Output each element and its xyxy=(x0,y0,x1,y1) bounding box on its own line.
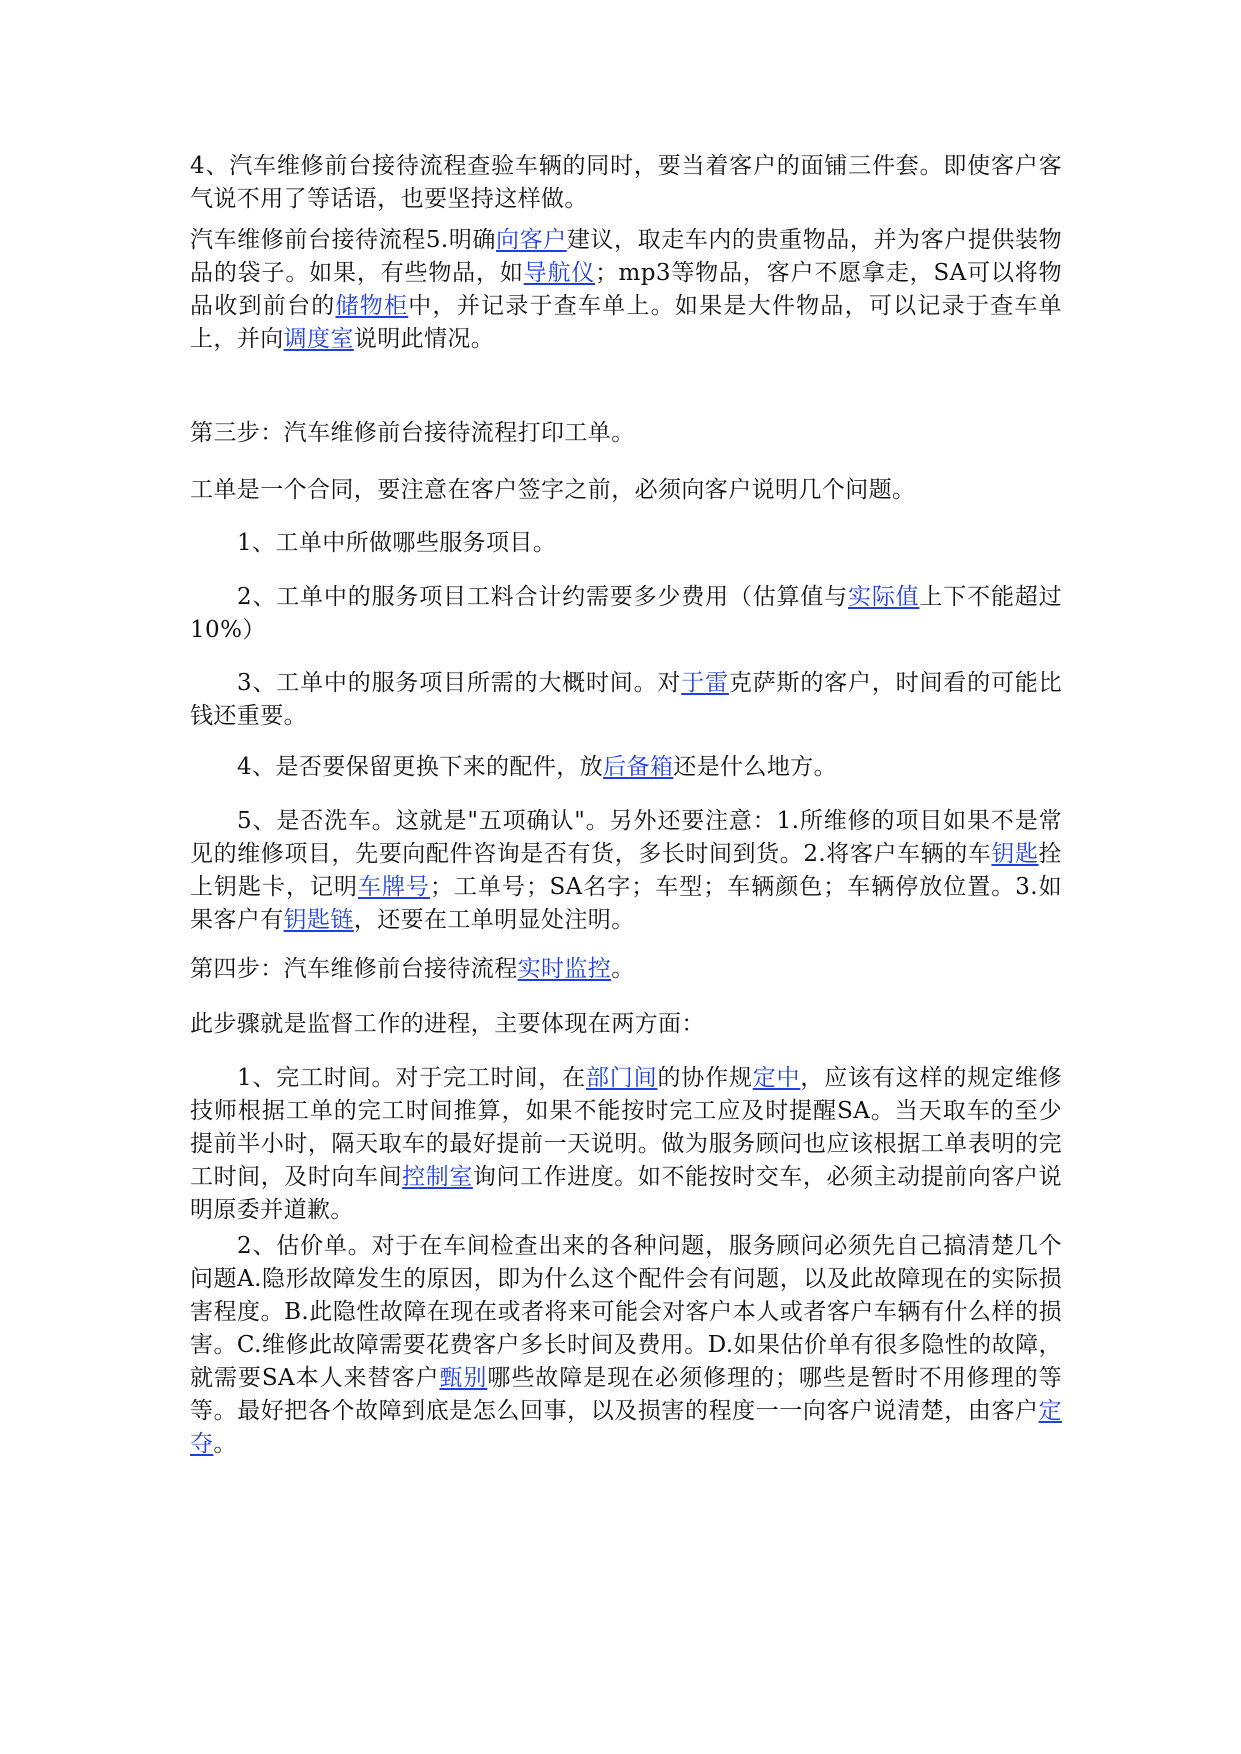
text-run: 2、工单中的服务项目工料合计约需要多少费用（估算值与 xyxy=(237,584,849,610)
link-向客户[interactable]: 向客户 xyxy=(496,227,567,253)
link-于雷[interactable]: 于雷 xyxy=(681,670,729,696)
paragraph-2 xyxy=(190,224,1062,356)
link-控制室[interactable]: 控制室 xyxy=(402,1164,473,1190)
text-run: 4、是否要保留更换下来的配件，放 xyxy=(237,754,604,780)
link-实际值[interactable]: 实际值 xyxy=(848,584,920,610)
text-run: 。 xyxy=(611,956,635,982)
text-run: 克萨斯的客户，时间看的可能比钱还重要。 xyxy=(190,670,1062,729)
text-run: 上下不能超过10%） xyxy=(190,584,1062,643)
text-run: 询问工作进度。如不能按时交车，必须主动提前向客户说明原委并道歉。 xyxy=(190,1164,1062,1223)
list-item-3 xyxy=(190,667,1062,733)
monitor-item-1 xyxy=(190,1062,1062,1227)
text-run: 5、是否洗车。这就是"五项确认"。另外还要注意：1.所维修的项目如果不是常见的维修项目，先要向配件咨询是否有货，多长时间到货。2.将客户车辆的车 xyxy=(190,808,1062,867)
text-run: 1、完工时间。对于完工时间，在 xyxy=(237,1065,586,1091)
link-定夺[interactable]: 定夺 xyxy=(190,1398,1062,1457)
text-run: 4、汽车维修前台接待流程查验车辆的同时，要当着客户的面铺三件套。即使客户客气说不用了等话语，也要坚持这样做。 xyxy=(190,153,1062,212)
text-run: ，还要在工单明显处注明。 xyxy=(353,907,635,933)
text-run: 的协作规 xyxy=(657,1065,753,1091)
heading-step-4 xyxy=(190,953,1062,986)
text-run: 说明此情况。 xyxy=(353,326,495,352)
text-run: 还是什么地方。 xyxy=(673,754,838,780)
text-run: 中，并记录于查车单上。如果是大件物品，可以记录于查车单上，并向 xyxy=(190,293,1063,352)
list-item-5 xyxy=(190,805,1062,937)
list-item-4 xyxy=(190,751,1062,784)
text-run: 汽车维修前台接待流程5.明确 xyxy=(190,227,497,253)
text-run: 此步骤就是监督工作的进程，主要体现在两方面： xyxy=(190,1011,705,1037)
link-车牌号[interactable]: 车牌号 xyxy=(358,874,431,900)
text-run: 第三步：汽车维修前台接待流程打印工单。 xyxy=(190,420,635,446)
text-run: 。 xyxy=(213,1431,237,1457)
link-调度室[interactable]: 调度室 xyxy=(283,326,354,352)
link-钥匙链[interactable]: 钥匙链 xyxy=(283,907,354,933)
link-实时监控[interactable]: 实时监控 xyxy=(517,956,612,982)
paragraph-4 xyxy=(190,1008,1062,1041)
text-run: ；工单号；SA名字；车型；车辆颜色；车辆停放位置。3.如果客户有 xyxy=(190,874,1062,933)
link-导航仪[interactable]: 导航仪 xyxy=(523,260,596,286)
heading-step-3 xyxy=(190,417,1062,450)
text-run: ；mp3等物品，客户不愿拿走，SA可以将物品收到前台的 xyxy=(190,260,1062,319)
text-run: 哪些故障是现在必须修理的；哪些是暂时不用修理的等等。最好把各个故障到底是怎么回事，以及损害的程度一一向客户说清楚，由客户 xyxy=(190,1365,1062,1424)
text-run: 2、估价单。对于在车间检查出来的各种问题，服务顾问必须先自己搞清楚几个问题A.隐形故障发生的原因，即为什么这个配件会有问题，以及此故障现在的实际损害程度。B.此隐性故障在现在或者将来可能会对客户本人或者客户车辆有什么样的损害。C.维修此故障需要花费客户多长时间及费用。D.如果估价单有很多隐性的故障，就需要SA本人来替客户 xyxy=(190,1233,1062,1391)
text-run: 工单是一个合同，要注意在客户签字之前，必须向客户说明几个问题。 xyxy=(190,477,916,503)
text-run: 3、工单中的服务项目所需的大概时间。对 xyxy=(237,670,682,696)
list-item-2 xyxy=(190,581,1062,647)
link-储物柜[interactable]: 储物柜 xyxy=(335,293,409,319)
text-run: 拴上钥匙卡，记明 xyxy=(190,841,1062,900)
text-run: 1、工单中所做哪些服务项目。 xyxy=(237,530,557,556)
link-甄别[interactable]: 甄别 xyxy=(439,1365,488,1391)
text-run: 第四步：汽车维修前台接待流程 xyxy=(190,956,518,982)
list-item-1 xyxy=(190,527,1062,560)
link-后备箱[interactable]: 后备箱 xyxy=(603,754,674,780)
monitor-item-2 xyxy=(190,1230,1062,1461)
text-run: 建议，取走车内的贵重物品，并为客户提供装物品的袋子。如果，有些物品，如 xyxy=(190,227,1062,286)
link-部门间[interactable]: 部门间 xyxy=(585,1065,658,1091)
text-run: ，应该有这样的规定维修技师根据工单的完工时间推算，如果不能按时完工应及时提醒SA。当天取车的至少提前半小时，隔天取车的最好提前一天说明。做为服务顾问也应该根据工单表明的完工时间，及时向车间 xyxy=(190,1065,1063,1190)
link-钥匙[interactable]: 钥匙 xyxy=(991,841,1039,867)
paragraph-3 xyxy=(190,474,1062,507)
link-定中[interactable]: 定中 xyxy=(752,1065,801,1091)
paragraph-1 xyxy=(190,150,1062,216)
